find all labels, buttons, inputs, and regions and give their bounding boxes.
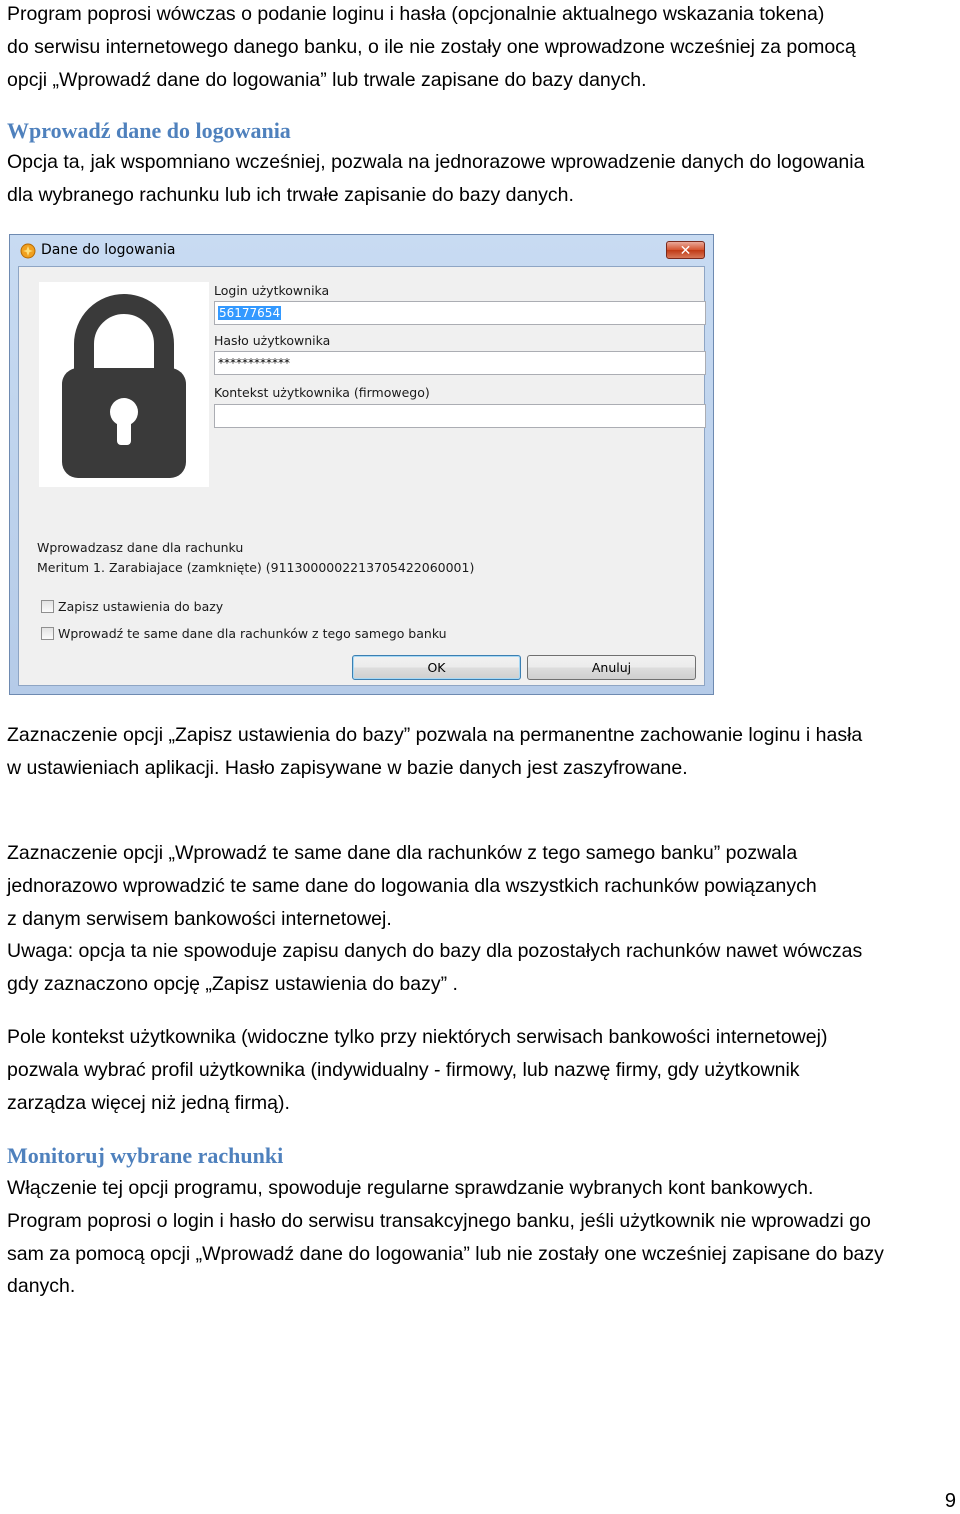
text-line: danych.: [7, 1275, 76, 1298]
checkbox-label: Wprowadź te same dane dla rachunków z tego samego banku: [58, 626, 447, 641]
context-label: Kontekst użytkownika (firmowego): [214, 385, 430, 400]
same-data-paragraph: [7, 837, 955, 1001]
checkbox-box[interactable]: [41, 627, 54, 640]
section-heading: Wprowadź dane do logowania: [7, 118, 291, 143]
close-icon[interactable]: ✕: [666, 241, 705, 259]
checkbox-box[interactable]: [41, 600, 54, 613]
text-line: opcji „Wprowadź dane do logowania” lub trwale zapisane do bazy danych.: [7, 68, 647, 91]
page-number: 9: [944, 1490, 956, 1512]
text-line: Uwaga: opcja ta nie spowoduje zapisu danych do bazy dla pozostałych rachunków nawet wówczas: [7, 940, 863, 963]
account-caption: Wprowadzasz dane dla rachunku: [37, 540, 244, 555]
password-input[interactable]: ************: [214, 351, 706, 375]
text-line: Program poprosi wówczas o podanie loginu i hasła (opcjonalnie aktualnego wskazania tokena): [7, 3, 825, 25]
text-line: z danym serwisem bankowości internetowej.: [7, 907, 392, 930]
same-data-checkbox[interactable]: [41, 626, 447, 642]
save-option-paragraph: [7, 719, 955, 785]
text-line: Zaznaczenie opcji „Wprowadź te same dane dla rachunków z tego samego banku” pozwala: [7, 842, 798, 864]
lock-image-panel: [39, 282, 209, 487]
context-input[interactable]: [214, 404, 706, 428]
text-line: gdy zaznaczono opcję „Zapisz ustawienia do bazy” .: [7, 973, 458, 996]
dialog-content: [18, 266, 705, 686]
text-line: Zaznaczenie opcji „Zapisz ustawienia do bazy” pozwala na permanentne zachowanie loginu i hasła: [7, 724, 863, 746]
text-line: sam za pomocą opcji „Wprowadź dane do logowania” lub nie zostały one wcześniej zapisane do bazy: [7, 1242, 884, 1265]
section1-paragraph: [7, 146, 955, 212]
text-line: jednorazowo wprowadzić te same dane do logowania dla wszystkich rachunków powiązanych: [7, 874, 817, 897]
login-value: 56177654: [219, 306, 281, 320]
login-input[interactable]: [214, 301, 706, 325]
password-label: Hasło użytkownika: [214, 333, 331, 348]
save-settings-checkbox[interactable]: [41, 599, 223, 615]
dialog-title: Dane do logowania: [41, 242, 176, 258]
account-name: Meritum 1. Zarabiajace (zamknięte) (91130000022137054220600​01): [37, 560, 475, 575]
padlock-icon: [39, 282, 209, 487]
login-label: Login użytkownika: [214, 283, 330, 298]
text-line: w ustawieniach aplikacji. Hasło zapisywane w bazie danych jest zaszyfrowane.: [7, 756, 688, 779]
text-line: Program poprosi o login i hasło do serwisu transakcyjnego banku, jeśli użytkownik nie wprowadzi go: [7, 1209, 871, 1232]
text-line: Pole kontekst użytkownika (widoczne tylko przy niektórych serwisach bankowości internetowej): [7, 1026, 828, 1048]
text-line: Włączenie tej opcji programu, spowoduje regularne sprawdzanie wybranych kont bankowych.: [7, 1177, 814, 1199]
app-icon: [20, 243, 36, 259]
section-heading: Monitoruj wybrane rachunki: [7, 1143, 284, 1168]
text-line: Opcja ta, jak wspomniano wcześniej, pozwala na jednorazowe wprowadzenie danych do logowania: [7, 151, 865, 173]
text-line: pozwala wybrać profil użytkownika (indywidualny - firmowy, lub nazwę firmy, gdy użytkownik: [7, 1058, 800, 1081]
text-line: dla wybranego rachunku lub ich trwałe zapisanie do bazy danych.: [7, 183, 574, 206]
login-dialog: [9, 234, 714, 695]
dialog-titlebar[interactable]: [10, 235, 713, 267]
section2-paragraph: [7, 1172, 955, 1303]
ok-button[interactable]: OK: [352, 655, 521, 680]
text-line: do serwisu internetowego danego banku, o ile nie zostały one wprowadzone wcześniej za pomocą: [7, 35, 856, 58]
cancel-button[interactable]: Anuluj: [527, 655, 696, 680]
intro-paragraph: [7, 0, 955, 96]
text-line: zarządza więcej niż jedną firmą).: [7, 1091, 290, 1114]
context-paragraph: [7, 1021, 955, 1119]
checkbox-label: Zapisz ustawienia do bazy: [58, 599, 224, 614]
